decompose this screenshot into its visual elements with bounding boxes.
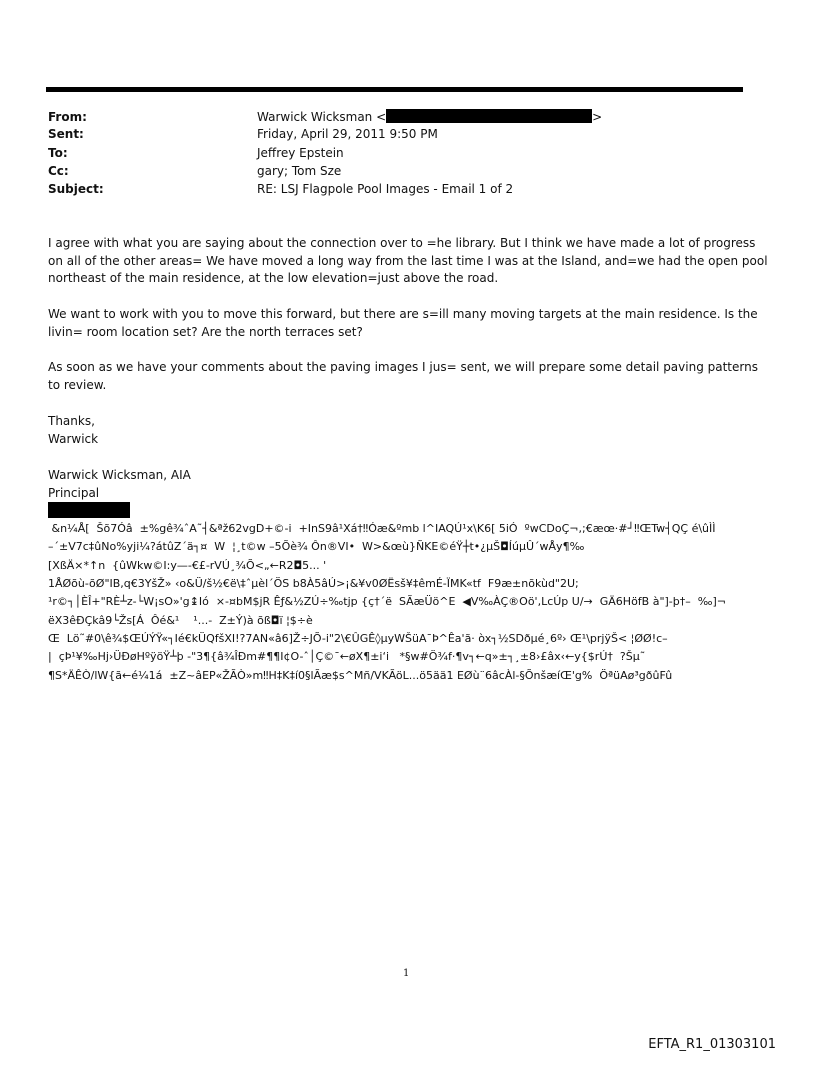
signature-name: Warwick Wicksman, AIA: [48, 468, 191, 482]
signature-title: Principal: [48, 486, 100, 500]
sent-value: Friday, April 29, 2011 9:50 PM: [257, 127, 438, 141]
redacted-signature: [48, 502, 130, 518]
garbled-line: [XßÄ×*↑n {ûWkw©I:y—-€£-rVÚ¸¾Õ<„←R2◘5... ': [48, 559, 327, 572]
to-value: Jeffrey Epstein: [257, 146, 344, 160]
garbled-line: ¹r©┐│ÈÎ+"RÈ┴z-└W¡sO»'g↨Ió ×-¤bM$jR Êƒ&½ZÚ÷‰tjp {ç†´ë SÃæÜö^E ◀V‰ÀÇ®Oö',LcÚp U/→ GÄ6HöfB à"]-þ†– ‰]¬: [48, 595, 727, 608]
header-divider: [46, 87, 743, 92]
to-label: To:: [48, 146, 68, 160]
from-label: From:: [48, 110, 87, 124]
garbled-line: | çÞ¹¥‰Hj›ÜÐøHºÿöŸ┴þ -"3¶{â¾ÎÐm#¶¶I¢O-ˆ│Ç©¯←øX¶±i‘i *§w#Ö¾f·¶v┐←q»±┐¸±8›£âx‹←y{$rÚ† ?Šµ˜: [48, 650, 646, 663]
cc-label: Cc:: [48, 164, 69, 178]
garbled-line: ¶S*ÄÊÒ/lW{ã←é¼1á ±Z~âEP«ŽÃÒ»m‼H‡K‡í0§lÃæ$s^Mñ/VKÃöL...ö5ää1 EØù¨6âcÀl-§ÕnšæíŒ'g% ÖªüAø³gðûFû: [48, 669, 673, 682]
bates-number: EFTA_R1_01303101: [648, 1037, 776, 1052]
redacted-email: [386, 109, 592, 123]
closing-name: Warwick: [48, 432, 99, 446]
from-name: Warwick Wicksman <: [257, 110, 387, 124]
garbled-line: –´±V7c‡ûNo%yji¼?átûZ´ä┐¤ W ¦¸t©w –5Õè¾ Ôn®VI• W>&œù}ÑKE©éŸ┼t•¿µŠ◘ÍúµÛ´wÅy¶‰: [48, 540, 585, 553]
subject-label: Subject:: [48, 182, 104, 196]
subject-value: RE: LSJ Flagpole Pool Images - Email 1 of 2: [257, 182, 514, 196]
garbled-line: &n¼Å[ Šõ7Óâ ±%gê¾ˆA˜┤&ªž62vgD+©-i +InS9â¹Xá†‼Óæ&ºmb l^IAQÚ¹x\K6[ 5iÓ ºwCDoÇ¬,;€æœ·#┘‼ŒTw┤QÇ é\ûÌÌ: [48, 522, 716, 535]
page-number: 1: [403, 968, 410, 979]
closing: Thanks,: [48, 414, 95, 428]
body-paragraph: I agree with what you are saying about the connection over to =he library. But I think we have made a lot of progress on all of the other areas= We have moved a long way from the last time I was at the Island, and=we had the open pool northeast of the main residence, at the low elevation=just above the road.: [48, 236, 768, 285]
from-value: [257, 109, 602, 125]
from-close: >: [592, 110, 603, 124]
cc-value: gary; Tom Sze: [257, 164, 342, 178]
garbled-line: ëX3êÐÇkâ9└Žs[Á Ôé&¹ ¹...- Z±Ý)à õß◘ï ¦$÷è: [48, 614, 313, 627]
sent-label: Sent:: [48, 127, 84, 141]
garbled-line: 1ÅØõù-õØ"IB,q€3YšŽ» ‹o&Ü/š½€ë\‡ˆµèl´ÖS b8À5âÚ>¡&¥v0ØËsš¥‡êmÉ-ÏMK«tf F9æ±nõkùd"2U;: [48, 577, 579, 590]
body-paragraph: As soon as we have your comments about the paving images I jus= sent, we will prepare some detail paving patterns to review.: [48, 360, 758, 392]
body-paragraph: We want to work with you to move this forward, but there are s=ill many moving targets at the main residence. Is the livin= room location set? Are the north terraces set?: [48, 307, 758, 339]
garbled-line: Œ Lö˜#0\ê¾$ŒÚÝŸ«┐Ié€kÜQfšXI!?7AN«â6]Ž÷JÕ-i"2\€ÛGÊ◊µyWŠüA¯Þ^Êa'ã· òx┐½SDðµé¸6º› Œ¹\prjÿŠ< ¦ØØ!c–: [48, 632, 668, 645]
